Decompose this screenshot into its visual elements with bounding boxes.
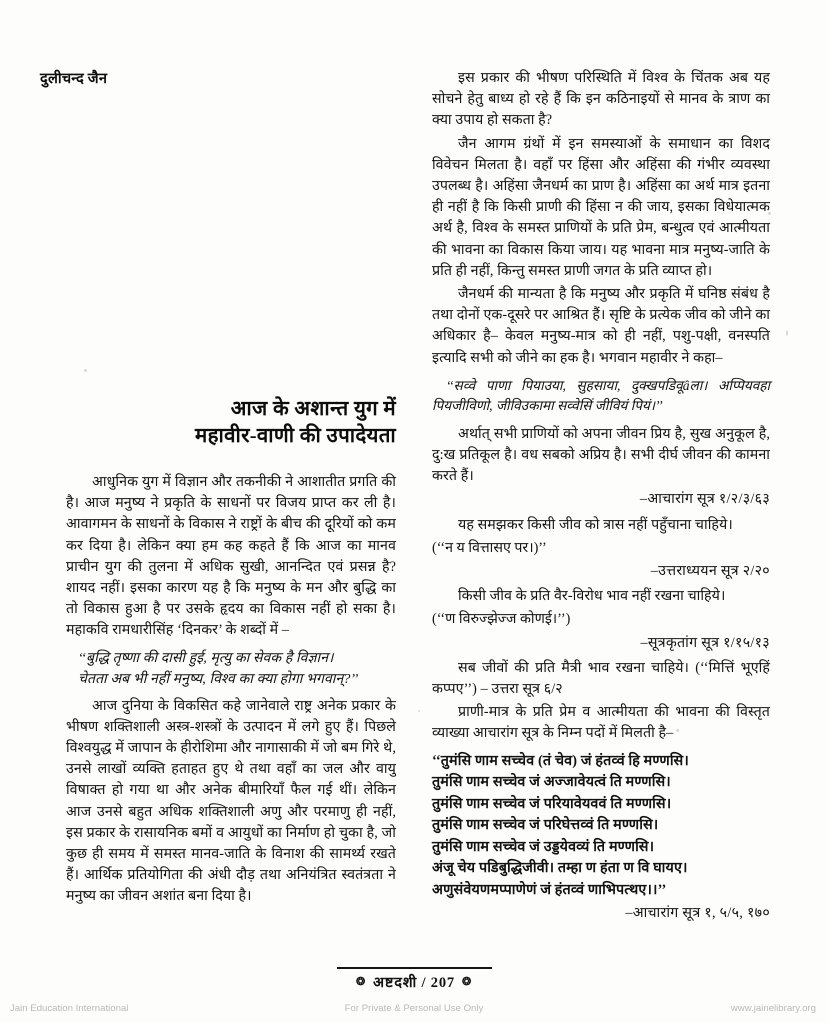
right-paragraph-5: यह समझकर किसी जीव को त्रास नहीं पहुँचाना चाहिये। — [458, 516, 733, 533]
acharanga-bold-verse — [432, 751, 770, 902]
bold-verse-line-7: अणुसंवेयणमप्पाणेणं जं हंतव्वं णाभिपत्थए।।’’ — [432, 881, 667, 898]
footer-star-left-icon: ❂ — [356, 976, 367, 988]
prakrit-quote-block — [432, 376, 770, 417]
prakrit-quote-line-2: अप्पियवहा पियजीविणो, जीविउकामा सव्वेसिं जीवियं पियं।’’ — [432, 377, 770, 414]
prakrit-quote-line-1: ‘‘सव्वे पाणा पियाउया, सुहसाया, दुक्खपडिवूâला। — [446, 377, 708, 393]
right-paragraph-8: प्राणी-मात्र के प्रति प्रेम व आत्मीयता की भावना की विस्तृत व्याख्या आचारांग सूत्र के निम्न पदों में मिलती है– — [432, 704, 770, 742]
left-paragraph-2: आज दुनिया के विकसित कहे जानेवाले राष्ट्र अनेक प्रकार के भीषण शक्तिशाली अस्त्र-शस्त्रों के उत्पादन में लगे हुए हैं। पिछले विश्वयुद्ध में जापान के हीरोशिमा और नागासाकी में जो बम गिरे थे, उनसे लाखों व्यक्ति हताहत हुए थे तथा वहाँ का जल और वायु विषाक्त हो गया था और अनेक बीमारियाँ फैल गई थीं। लेकिन आज उनसे बहुत अधिक शक्तिशाली अणु और परमाणु ही नहीं, इस प्रकार के रासायनिक बमों व आयुधों का निर्माण हो चुका है, जो कुछ ही समय में समस्त मानव-जाति के विनाश की सामर्थ्य रखते हैं। आर्थिक प्रतियोगिता की अंधी दौड़ तथा अनियंत्रित स्वतंत्रता ने मनुष्य का जीवन अशांत बना दिया है। — [66, 697, 396, 905]
dinkar-verse-quote — [78, 648, 396, 690]
bold-verse-line-2: तुमंसि णाम सच्चेव जं अज्जावेयत्वं ति मण्णसि। — [432, 774, 671, 791]
citation-uttaradhyayan: –उत्तराध्ययन सूत्र २/२० — [650, 563, 770, 580]
footer-book-and-page: अष्टदशी / 207 — [373, 975, 455, 991]
scan-speck — [84, 369, 87, 372]
footer-divider — [337, 967, 492, 969]
bold-verse-line-5: तुमंसि णाम सच्चेव जं उड्डयेवव्यं ति मण्णसि। — [432, 838, 655, 855]
right-paragraph-3: जैनधर्म की मान्यता है कि मनुष्य और प्रकृति में घनिष्ठ संबंध है तथा दोनों एक-दूसरे पर आश्रित हैं। सृष्टि के प्रत्येक जीव को जीने का अधिकार है– केवल मनुष्य-मात्र को ही नहीं, पशु-पक्षी, वनस्पति इत्यादि सभी को जीने का हक है। भगवान महावीर ने कहा– — [432, 286, 770, 366]
bold-verse-line-3: तुमंसि णाम सच्चेव जं परियावेयववं ति मण्णसि। — [432, 795, 672, 812]
right-paragraph-4: अर्थात् सभी प्राणियों को अपना जीवन प्रिय है, सुख अनुकूल है, दु:ख प्रतिकूल है। वध सबको अप्रिय है। सभी दीर्घ जीवन की कामना करते हैं। — [432, 425, 770, 485]
scan-website-url: www.jainelibrary.org — [730, 1003, 816, 1014]
left-column — [66, 396, 396, 910]
inline-quote-1: (‘‘न य वित्तासए पर।)’’ — [432, 539, 547, 556]
citation-sutrakritanga: –सूत्रकृतांग सूत्र १/१५/१३ — [640, 634, 770, 651]
verse-line-1: ‘‘बुद्धि तृष्णा की दासी हुई, मृत्यु का सेवक है विज्ञान। — [78, 650, 334, 666]
scan-usage-notice: For Private & Personal Use Only — [344, 1003, 484, 1014]
right-paragraph-6: किसी जीव के प्रति वैर-विरोध भाव नहीं रखना चाहिये। — [458, 588, 726, 605]
right-paragraph-2: जैन आगम ग्रंथों में इन समस्याओं के समाधान का विशद विवेचन मिलता है। वहाँ पर हिंसा और अहिंसा की गंभीर व्यवस्था उपलब्ध है। अहिंसा जैनधर्म का प्राण है। अहिंसा का अर्थ मात्र इतना ही नहीं है कि किसी प्राणी की हिंसा न की जाय, इसका विधेयात्मक अर्थ है, विश्व के समस्त प्राणियों के प्रति प्रेम, बन्धुत्व एवं आत्मीयता की भावना का विकास किया जाय। यह भावना मात्र मनुष्य-जाति के प्रति ही नहीं, किन्तु समस्त प्राणी जगत के प्रति व्याप्त हो। — [432, 135, 770, 279]
citation-acharanga-1: –आचारांग सूत्र १/२/३/६३ — [639, 491, 770, 508]
scan-speck — [418, 710, 420, 712]
right-paragraph-1: इस प्रकार की भीषण परिस्थिति में विश्व के चिंतक अब यह सोचने हेतु बाध्य हो रहे हैं कि इन कठिनाइयों से मानव के त्राण का क्या उपाय हो सकता है? — [432, 70, 770, 129]
left-paragraph-1: आधुनिक युग में विज्ञान और तकनीकी ने आशातीत प्रगति की है। आज मनुष्य ने प्रकृति के साधनों पर विजय प्राप्त कर ली है। आवागमन के साधनों के विकास ने राष्ट्रों के बीच की दूरियों को कम कर दिया है। लेकिन क्या हम कह कहते हैं कि आज का मानव प्राचीन युग की तुलना में अधिक सुखी, आनन्दित एवं प्रसन्न है? शायद नहीं। इसका कारण यह है कि मनुष्य के मन और बुद्धि का तो विकास हुआ है पर उसके हृदय का विकास नहीं हो सका है। महाकवि रामधारीसिंह ‘दिनकर’ के शब्दों में – — [66, 474, 396, 639]
citation-acharanga-2: –आचारांग सूत्र १, ५/५, १७० — [625, 905, 770, 922]
verse-line-2: चेतता अब भी नहीं मनुष्य, विश्व का क्या होगा भगवान्?’’ — [78, 671, 359, 687]
article-title — [66, 396, 396, 450]
author-name: दुलीचन्द जैन — [40, 71, 108, 87]
article-title-line-2: महावीर-वाणी की उपादेयता — [195, 425, 396, 447]
scan-credit-bar — [0, 999, 828, 1022]
page-footer — [0, 972, 828, 992]
bold-verse-line-4: तुमंसि णाम सच्चेव जं परिघेत्तव्वं ति मण्णसि। — [432, 817, 659, 834]
bold-verse-line-6: अंजू चेय पडिबुद्धिजीवी। तम्हा ण हंता ण वि घायए। — [432, 860, 688, 877]
footer-star-right-icon: ❂ — [461, 976, 472, 988]
bold-verse-line-1: ‘‘तुमंसि णाम सच्चेव (तं चेव) जं हंतव्वं हि मण्णसि। — [432, 752, 689, 769]
scan-org-label: Jain Education International — [10, 1003, 129, 1014]
inline-quote-2: (‘‘ण विरुज्झेज्ज कोणई।’’) — [432, 611, 571, 628]
right-column — [432, 68, 770, 928]
article-title-line-1: आज के अशान्त युग में — [230, 398, 396, 420]
right-paragraph-7: सब जीवों की प्रति मैत्री भाव रखना चाहिये। (‘‘मित्तिं भूएहिं कप्पए’’) – उत्तरा सूत्र ६/२ — [432, 659, 770, 698]
scan-speck — [786, 330, 788, 336]
